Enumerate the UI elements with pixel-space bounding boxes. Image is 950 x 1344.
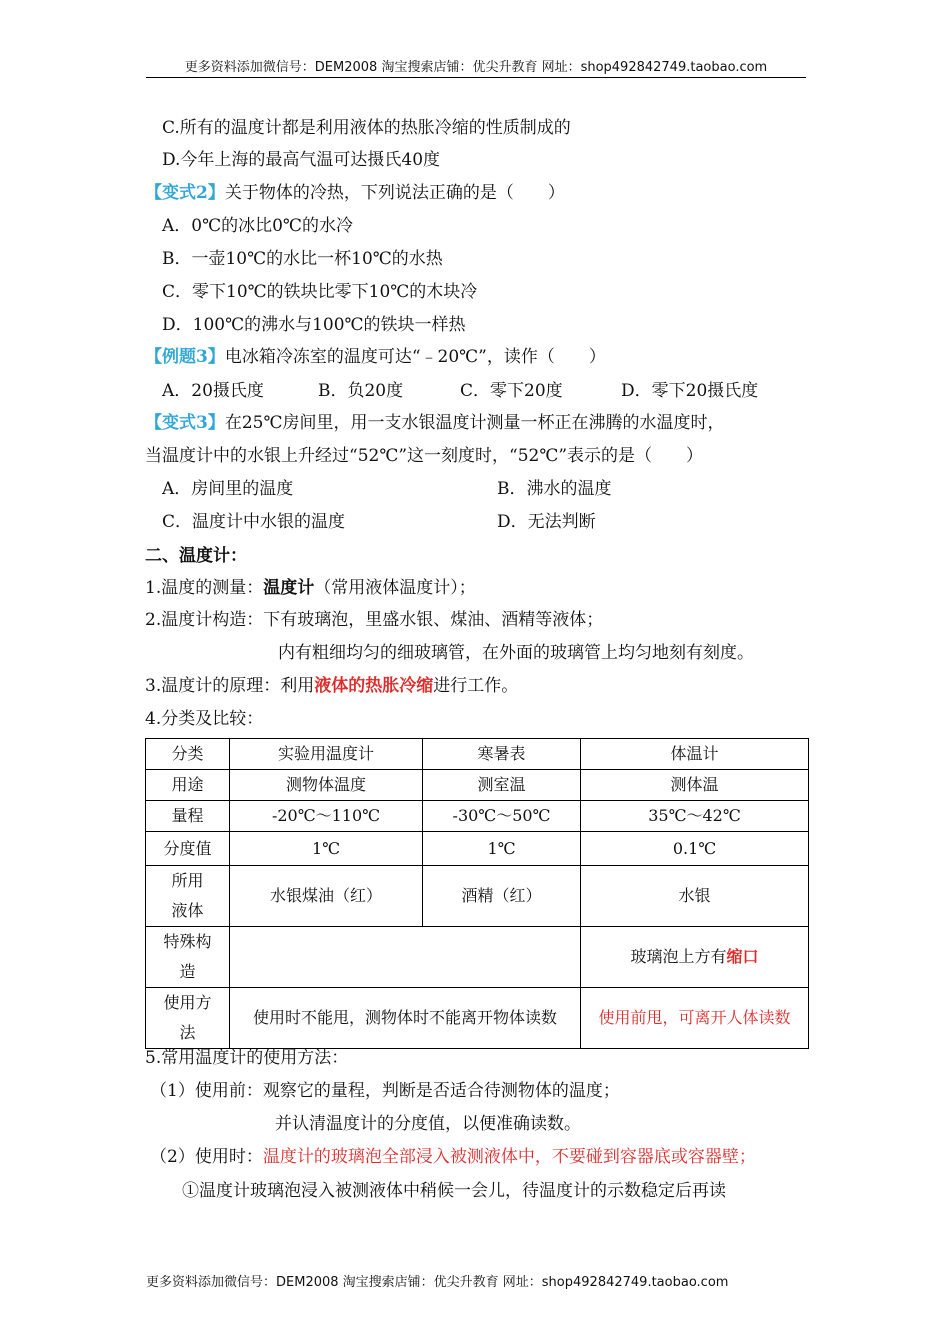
variant-3-option-b: B．沸水的温度 [497,479,612,499]
table-cell: 寒暑表 [423,739,581,770]
point-1-prefix: 1.温度的测量： [145,578,264,598]
table-row [146,927,809,988]
option-c-line: C.所有的温度计都是利用液体的热胀冷缩的性质制成的 [162,118,571,138]
variant-2-option-b: B．一壶10℃的水比一杯10℃的水热 [162,249,443,269]
example-3-question [145,346,606,368]
point-3 [145,675,518,697]
cell-highlight: 缩口 [726,947,759,966]
variant-2-option-c: C．零下10℃的铁块比零下10℃的木块冷 [162,282,478,302]
cell-line: 特殊构 [163,932,212,951]
variant-3-option-c: C．温度计中水银的温度 [162,512,346,532]
table-cell: 1℃ [230,832,423,866]
table-cell: -30℃～50℃ [423,801,581,832]
cell-line: 造 [179,962,196,981]
example-3-tag: 【例题3】 [145,347,225,367]
table-row [146,739,809,770]
cell-line: 法 [179,1023,196,1042]
table-cell: 水银煤油（红） [230,866,423,927]
variant-2-option-a: A．0℃的冰比0℃的水冷 [162,216,353,236]
usage-1-line-2: 并认清温度计的分度值，以便准确读数。 [275,1114,581,1134]
variant-3-option-a: A．房间里的温度 [162,479,294,499]
table-cell: 水银 [581,866,809,927]
header-divider [146,77,806,78]
thermometer-comparison-table [145,738,809,1049]
cell-text: 玻璃泡上方有 [630,947,727,966]
point-4: 4.分类及比较： [145,709,264,729]
variant-2-tag: 【变式2】 [145,183,225,203]
table-cell [146,866,230,927]
point-3-highlight: 液体的热胀冷缩 [314,676,434,696]
example-3-option-d: D．零下20摄氏度 [621,381,759,401]
cell-line: 液体 [171,901,204,920]
table-cell: 0.1℃ [581,832,809,866]
page-header: 更多资料添加微信号：DEM2008 淘宝搜索店铺：优尖升教育 网址：shop492842749.taobao.com [184,60,768,75]
variant-3-tag: 【变式3】 [145,413,225,433]
table-cell: 量程 [146,801,230,832]
table-row [146,866,809,927]
variant-2-question [145,182,565,204]
point-3-suffix: 进行工作。 [433,676,519,696]
page-footer: 更多资料添加微信号：DEM2008 淘宝搜索店铺：优尖升教育 网址：shop492842749.taobao.com [146,1275,729,1290]
table-cell: 用途 [146,770,230,801]
variant-2-option-d: D．100℃的沸水与100℃的铁块一样热 [162,315,466,335]
table-cell: 使用时不能甩，测物体时不能离开物体读数 [230,988,581,1049]
variant-3-text-1: 在25℃房间里，用一支水银温度计测量一杯正在沸腾的水温度时， [224,413,725,433]
table-cell: 1℃ [423,832,581,866]
table-row [146,770,809,801]
point-1-suffix: （常用液体温度计）； [314,578,476,598]
table-cell: 使用前甩，可离开人体读数 [581,988,809,1049]
table-cell [581,927,809,988]
variant-3-question [145,412,725,434]
table-cell [230,927,581,988]
section-2-title: 二、温度计： [145,546,247,566]
point-2-line-1: 2.温度计构造：下有玻璃泡，里盛水银、煤油、酒精等液体； [145,610,604,630]
usage-2-prefix: （2）使用时： [150,1147,263,1167]
table-row [146,988,809,1049]
table-cell [146,988,230,1049]
table-row [146,801,809,832]
table-cell: 实验用温度计 [230,739,423,770]
point-5: 5.常用温度计的使用方法： [145,1048,349,1068]
table-cell: 酒精（红） [423,866,581,927]
table-cell [146,927,230,988]
table-row [146,832,809,866]
table-cell: 35℃～42℃ [581,801,809,832]
point-1 [145,577,476,599]
variant-2-text: 关于物体的冷热，下列说法正确的是（ ） [224,183,565,203]
variant-3-option-d: D．无法判断 [497,512,596,532]
example-3-option-a: A．20摄氏度 [162,381,264,401]
usage-2-step-1: ①温度计玻璃泡浸入被测液体中稍候一会儿，待温度计的示数稳定后再读 [182,1181,726,1201]
example-3-option-b: B．负20度 [318,381,404,401]
point-2-line-2: 内有粗细均匀的细玻璃管，在外面的玻璃管上均匀地刻有刻度。 [278,643,754,663]
cell-line: 所用 [171,871,204,890]
variant-3-text-2: 当温度计中的水银上升经过“52℃”这一刻度时，“52℃”表示的是（ ） [145,446,704,466]
usage-2 [150,1146,756,1168]
point-3-prefix: 3.温度计的原理：利用 [145,676,315,696]
usage-1-line-1: （1）使用前：观察它的量程，判断是否适合待测物体的温度； [150,1081,620,1101]
table-cell: 测室温 [423,770,581,801]
usage-2-highlight: 温度计的玻璃泡全部浸入被测液体中，不要碰到容器底或容器壁； [262,1147,756,1167]
table-cell: 体温计 [581,739,809,770]
option-d-line: D.今年上海的最高气温可达摄氏40度 [162,150,441,170]
table-cell: -20℃～110℃ [230,801,423,832]
cell-line: 使用方 [163,993,212,1012]
example-3-text: 电冰箱冷冻室的温度可达“﹣20℃”，读作（ ） [224,347,606,367]
example-3-option-c: C．零下20度 [460,381,563,401]
table-cell: 测物体温度 [230,770,423,801]
table-cell: 分度值 [146,832,230,866]
table-cell: 分类 [146,739,230,770]
point-1-bold: 温度计 [263,578,315,598]
table-cell: 测体温 [581,770,809,801]
